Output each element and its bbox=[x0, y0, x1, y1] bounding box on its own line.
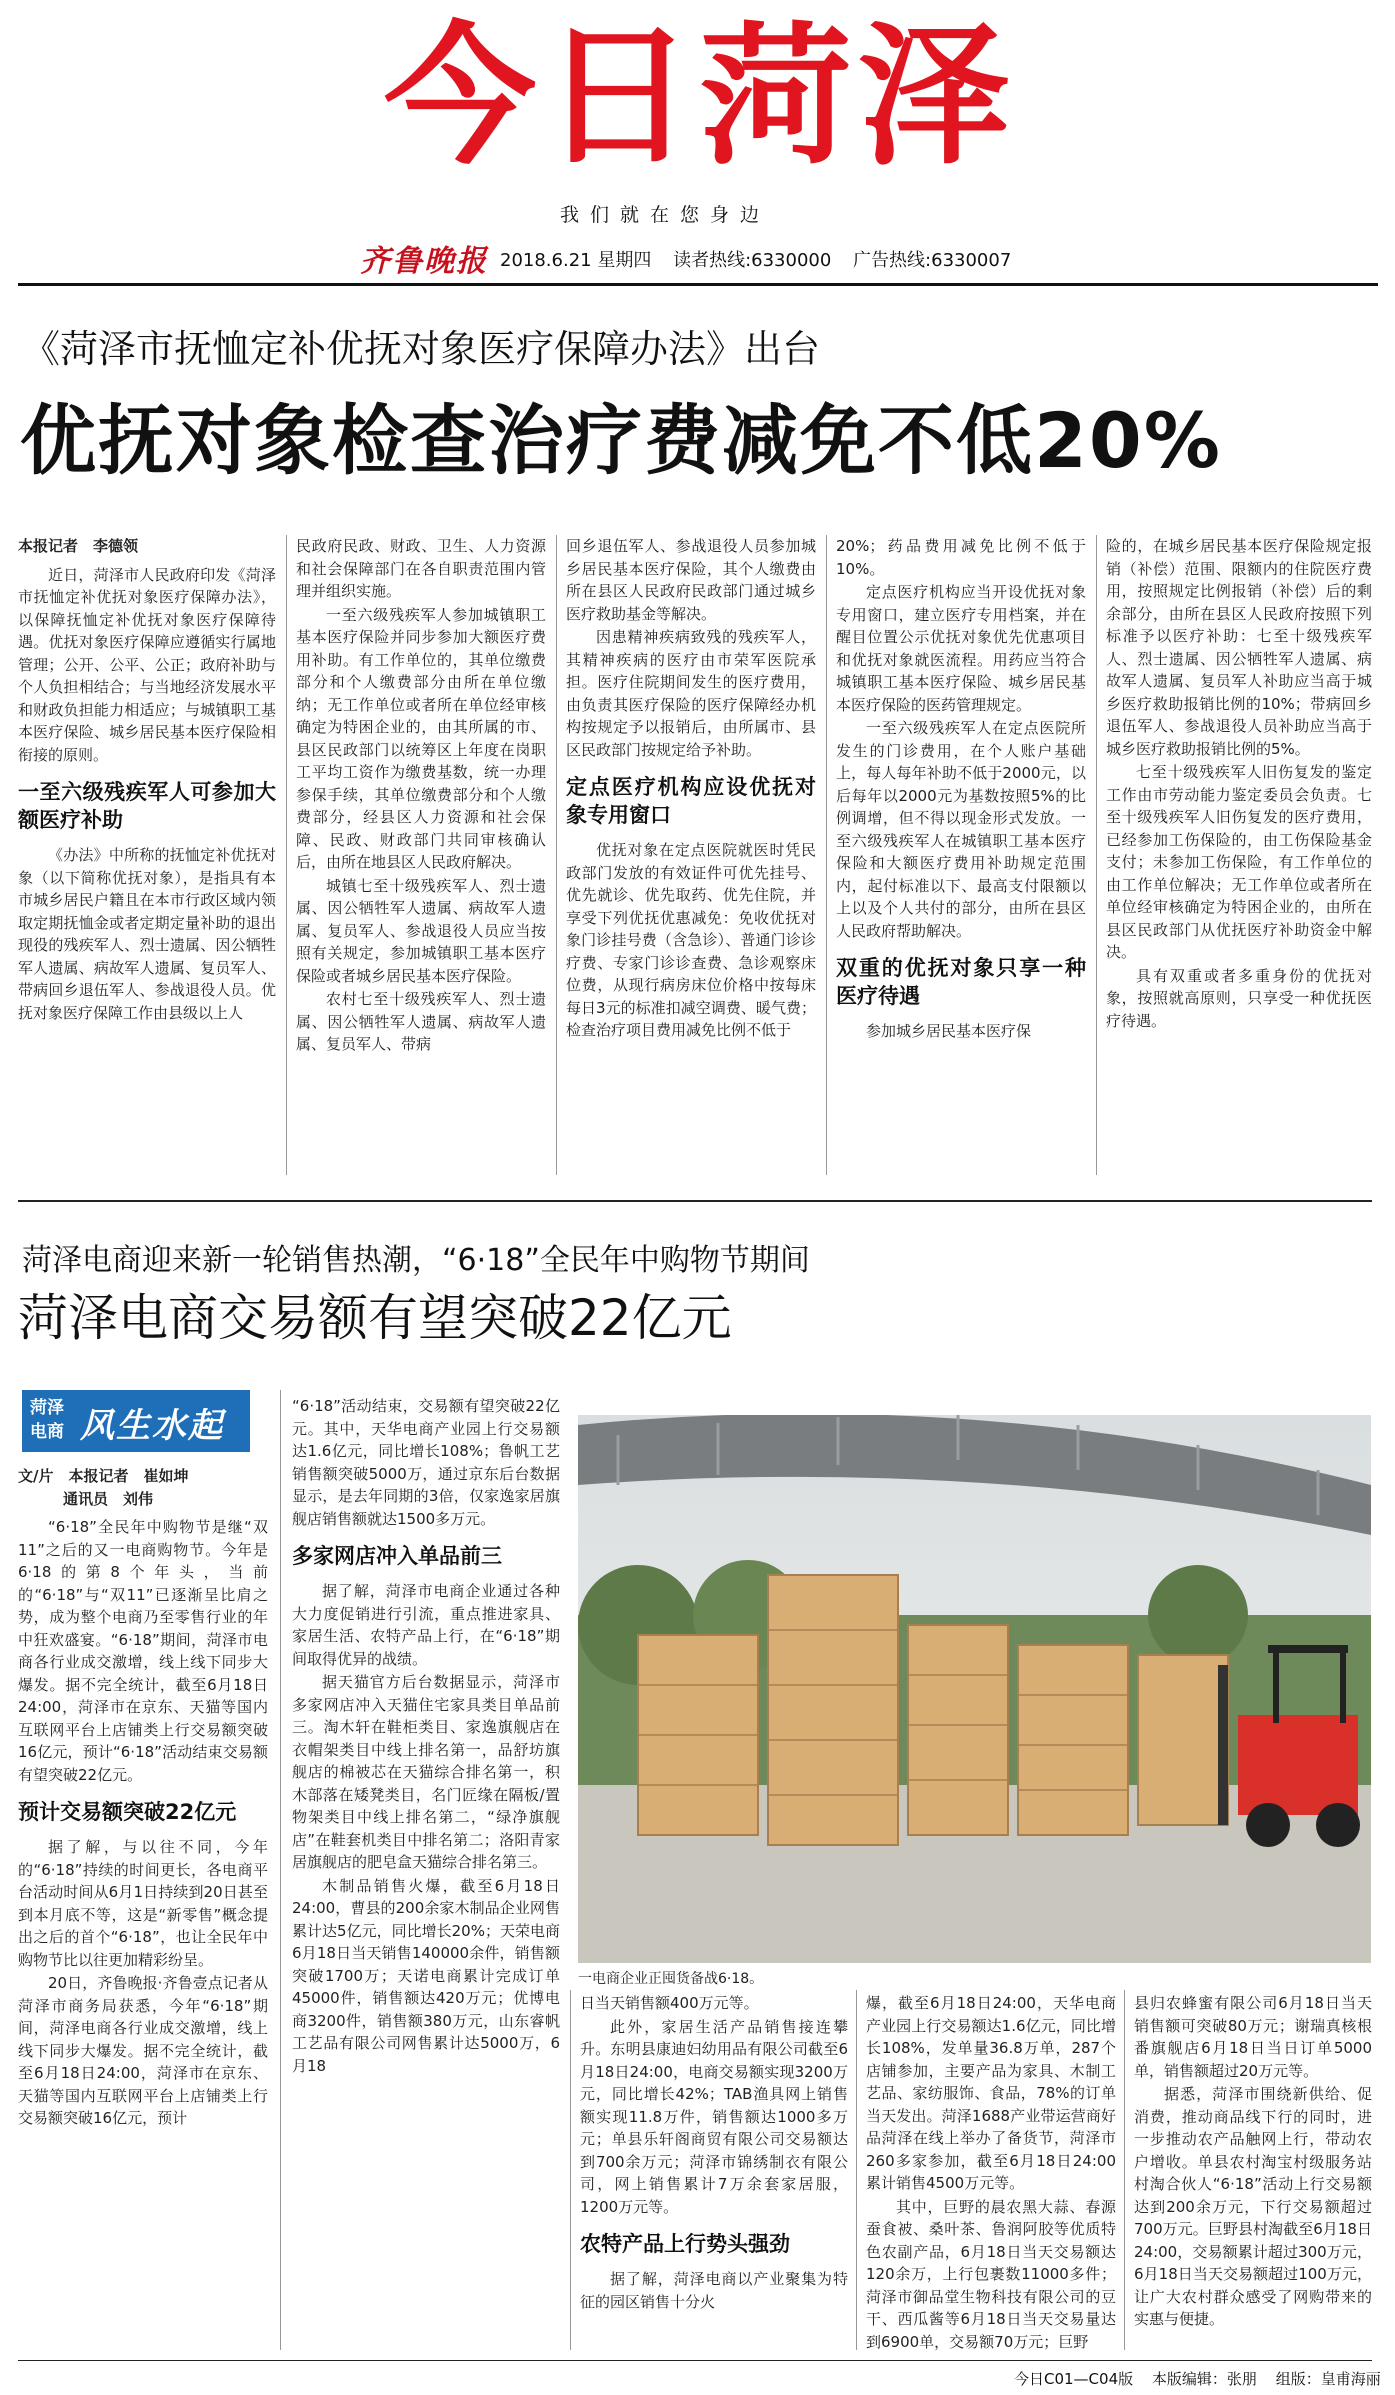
column-divider bbox=[826, 535, 827, 1175]
article2-byline-1: 文/片 本报记者 崔如坤 bbox=[18, 1467, 189, 1485]
paragraph: 优抚对象在定点医院就医时凭民政部门发放的有效证件可优先挂号、优先就诊、优先取药、优先住院，并享受下列优抚优惠减免：免收优抚对象门诊挂号费（含急诊）、普通门诊诊疗费、专家门诊诊查费、急诊观察床位费，从现行病房床位价格中按每床每日3元的标准扣减空调费、暖气费；检查治疗项目费用减免比例不低于 bbox=[566, 841, 816, 1039]
article2-byline-2: 通讯员 刘伟 bbox=[18, 1489, 154, 1508]
article1-column-3 bbox=[566, 535, 816, 1043]
article1-subhead-1: 一至六级残疾军人可参加大额医疗补助 bbox=[18, 780, 276, 832]
paragraph: 20日，齐鲁晚报·齐鲁壹点记者从菏泽市商务局获悉，今年“6·18”期间，菏泽电商各行业成交激增，线上线下同步大爆发。据不完全统计，截至6月18日24:00，菏泽市在京东、天猫等国内互联网平台上店铺类上行交易额突破16亿元，预计 bbox=[18, 1974, 268, 2127]
warehouse-photo-image bbox=[578, 1415, 1371, 1963]
paragraph: “6·18”活动结束，交易额有望突破22亿元。其中，天华电商产业园上行交易额达1.6亿元，同比增长108%；鲁帆工艺销售额突破5000万，通过京东后台数据显示，是去年同期的3倍，仅家逸家居旗舰店销售额就达1500多万元。 bbox=[292, 1397, 560, 1528]
article2-column-3 bbox=[580, 1992, 848, 2314]
paragraph: 据天猫官方后台数据显示，菏泽市多家网店冲入天猫住宅家具类目单品前三。淘木轩在鞋柜类目、家逸旗舰店在衣帽架类目中线上排名第一，品舒坊旗舰店的棉被芯在天猫综合排名第一，积木部落在矮凳类目，名门匠缘在隔板/置物架类目中线上排名第二，“绿净旗舰店”在鞋套机类目中排名第二；洛阳青家居旗舰店的肥皂盒天猫综合排名第三。 bbox=[292, 1673, 560, 1871]
article2-subhead-3: 农特产品上行势头强劲 bbox=[580, 2232, 790, 2256]
article1-headline: 优抚对象检查治疗费减免不低20% bbox=[20, 396, 1222, 485]
paragraph: 七至十级残疾军人旧伤复发的鉴定工作由市劳动能力鉴定委员会负责。七至十级残疾军人旧伤复发的医疗费用，已经参加工伤保险的，由工伤保险基金支付；未参加工伤保险，有工作单位的由工作单位解决；无工作单位或者所在单位经审核确定为特困企业的，由所在县区民政部门从优抚医疗补助资金中解决。 bbox=[1106, 763, 1372, 961]
paragraph: 据了解，菏泽电商以产业聚集为特征的园区销售十分火 bbox=[580, 2270, 848, 2311]
section-divider bbox=[18, 1200, 1372, 1202]
paragraph: 具有双重或者多重身份的优抚对象，按照就高原则，只享受一种优抚医疗待遇。 bbox=[1106, 966, 1372, 1030]
paragraph: 其中，巨野的晨农黑大蒜、春源蚕食被、桑叶茶、鲁润阿胶等优质特色农副产品，6月18日当天交易额达120余万，上行包裹数11000多件；菏泽市御品堂生物科技有限公司的豆干、西瓜酱等6月18日当天交易量达到6900单，交易额70万元；巨野 bbox=[866, 2197, 1116, 2351]
masthead bbox=[0, 0, 1395, 290]
ad-hotline: 广告热线:6330007 bbox=[853, 250, 1012, 271]
paragraph: 据了解，菏泽市电商企业通过各种大力度促销进行引流，重点推进家具、家居生活、农特产品上行，在“6·18”期间取得优异的战绩。 bbox=[292, 1582, 560, 1668]
column-divider bbox=[280, 1390, 281, 2350]
article2-subhead-1: 预计交易额突破22亿元 bbox=[18, 1800, 237, 1824]
paragraph: 近日，菏泽市人民政府印发《菏泽市抚恤定补优抚对象医疗保障办法》，以保障抚恤定补优抚对象医疗保障待遇。优抚对象医疗保障应遵循实行属地管理；公开、公平、公正；政府补助与个人负担相结合；与当地经济发展水平和财政负担能力相适应；与城镇职工基本医疗保险、城乡居民基本医疗保险相衔接的原则。 bbox=[18, 565, 276, 764]
column-badge bbox=[22, 1390, 250, 1452]
article1-column-5 bbox=[1106, 535, 1372, 1033]
slogan: 我们就在您身边 bbox=[560, 204, 771, 226]
article2-headline: 菏泽电商交易额有望突破22亿元 bbox=[18, 1289, 732, 1347]
masthead-rule bbox=[18, 283, 1378, 286]
article2-subhead-2: 多家网店冲入单品前三 bbox=[292, 1544, 502, 1568]
article2-column-4 bbox=[866, 1992, 1116, 2354]
paragraph: 县归农蜂蜜有限公司6月18日当天销售额可突破80万元；谢瑞真核根番旗舰店6月18日当日订单5000单，销售额超过20万元等。 bbox=[1134, 1994, 1372, 2080]
paragraph: 据悉，菏泽市围绕新供给、促消费，推动商品线下行的同时，进一步推动农产品触网上行，带动农户增收。单县农村淘宝村级服务站村淘合伙人“6·18”活动上行交易额达到200余万元，下行交易额超过700万元。巨野县村淘截至6月18日24:00，交易额累计超过300万元，6月18日当天交易额超过100万元，让广大农村群众感受了网购带来的实惠与便捷。 bbox=[1134, 2085, 1372, 2328]
paragraph: 险的，在城乡居民基本医疗保险规定报销（补偿）范围、限额内的住院医疗费用，按照规定比例报销（补偿）后的剩余部分，由所在县区人民政府按照下列标准予以医疗补助：七至十级残疾军人、烈士遗属、因公牺牲军人遗属、病故军人遗属、复员军人补助应当高于城乡医疗救助报销比例的10%；带病回乡退伍军人、参战退役人员补助应当高于城乡医疗救助报销比例的5%。 bbox=[1106, 537, 1372, 758]
paragraph: 回乡退伍军人、参战退役人员参加城乡居民基本医疗保险，其个人缴费由所在县区人民政府民政部门通过城乡医疗救助基金等解决。 bbox=[566, 537, 816, 623]
badge-label: 菏泽电商 bbox=[30, 1398, 64, 1442]
article2-column-1 bbox=[18, 1465, 268, 2131]
article1-column-1 bbox=[18, 535, 276, 1025]
paragraph: 据了解，与以往不同，今年的“6·18”持续的时间更长，各电商平台活动时间从6月1日持续到20日甚至到本月底不等，这是“新零售”概念提出之后的首个“6·18”，也让全民年中购物节比以往更加精彩纷呈。 bbox=[18, 1838, 268, 1969]
brand-logo: 齐鲁晚报 bbox=[360, 244, 488, 279]
paragraph: 木制品销售火爆，截至6月18日24:00，曹县的200余家木制品企业网售累计达5亿元，同比增长20%；天荣电商6月18日当天销售140000余件，销售额突破1700万；天诺电商累计完成订单45000件，销售额达420万元；优博电商3200件，销售额380万元，山东睿帆工艺品有限公司网售累计达5000万，6月18 bbox=[292, 1876, 560, 2075]
paragraph: 定点医疗机构应当开设优抚对象专用窗口，建立医疗专用档案，并在醒目位置公示优抚对象优先优惠项目和优抚对象就医流程。用药应当符合城镇职工基本医疗保险、城乡居民基本医疗保险的医药管理规定。 bbox=[836, 583, 1086, 714]
newspaper-title: 今日菏泽 bbox=[384, 8, 1016, 185]
column-divider bbox=[856, 1990, 857, 2350]
page-footer bbox=[1000, 2368, 1381, 2389]
paragraph: 一至六级残疾军人参加城镇职工基本医疗保险并同步参加大额医疗费用补助。有工作单位的，其单位缴费部分和个人缴费部分由所在单位缴纳；无工作单位或者所在单位经审核确定为特困企业的，由其所属的市、县区民政部门以统筹区上年度在岗职工平均工资作为缴费基数，统一办理参保手续，其单位缴费部分和个人缴费部分，经县区人力资源和社会保障、民政、财政部门共同审核确认后，由所在地县区人民政府解决。 bbox=[296, 605, 546, 871]
article2-column-5 bbox=[1134, 1992, 1372, 2332]
footer-pages: 今日C01—C04版 bbox=[1014, 2370, 1134, 2388]
column-divider bbox=[1124, 1990, 1125, 2350]
paragraph: 参加城乡居民基本医疗保 bbox=[866, 1022, 1032, 1040]
paragraph: 20%；药品费用减免比例不低于10%。 bbox=[836, 537, 1086, 578]
paragraph: 民政府民政、财政、卫生、人力资源和社会保障部门在各自职责范围内管理并组织实施。 bbox=[296, 537, 546, 600]
paragraph: “6·18”全民年中购物节是继“双11”之后的又一电商购物节。今年是6·18的第8个年头，当前的“6·18”与“双11”已逐渐呈比肩之势，成为整个电商乃至零售行业的年中狂欢盛宴。“6·18”期间，菏泽市电商各行业成交激增，线上线下同步大爆发。据不完全统计，截至6月18日24:00，菏泽市在京东、天猫等国内互联网平台上店铺类上行交易额突破16亿元，预计“6·18”活动结束交易额有望突破22亿元。 bbox=[18, 1518, 268, 1784]
paragraph: 一至六级残疾军人在定点医院所发生的门诊费用，在个人账户基础上，每人每年补助不低于2000元，以后每年以2000元为基数按照5%的比例调增，但不得以现金形式发放。一至六级残疾军人在城镇职工基本医疗保险和大额医疗费用补助规定范围内，起付标准以下、最高支付限额以上以及个人共付的部分，由所在县区人民政府帮助解决。 bbox=[836, 719, 1086, 940]
column-divider bbox=[556, 535, 557, 1175]
article1-byline: 本报记者 李德领 bbox=[18, 537, 139, 555]
column-divider bbox=[570, 1990, 571, 2350]
footer-proof: 组版：皇甫海丽 bbox=[1275, 2370, 1381, 2388]
paragraph: 此外，家居生活产品销售接连攀升。东明县康迪妇幼用品有限公司截至6月18日24:00，电商交易额实现3200万元，同比增长42%；TAB渔具网上销售额实现11.8万件，销售额达1000多万元；单县乐轩阁商贸有限公司交易额达到700余万元；菏泽市锦绣制衣有限公司，网上销售累计7万余套家居服，1200万元等。 bbox=[580, 2017, 848, 2216]
paragraph: 城镇七至十级残疾军人、烈士遗属、因公牺牲军人遗属、病故军人遗属、复员军人、参战退役人员应当按照有关规定，参加城镇职工基本医疗保险或者城乡居民基本医疗保险。 bbox=[296, 876, 546, 985]
article2-kicker: 菏泽电商迎来新一轮销售热潮，“6·18”全民年中购物节期间 bbox=[22, 1243, 810, 1278]
paragraph: 因患精神疾病致残的残疾军人，其精神疾病的医疗由市荣军医院承担。医疗住院期间发生的医疗费用，由负责其医疗保险的医疗保障经办机构按规定予以报销后，由所属市、县区民政部门按规定给予补助。 bbox=[566, 628, 816, 759]
column-divider bbox=[286, 535, 287, 1175]
article1-subhead-2: 定点医疗机构应设优抚对象专用窗口 bbox=[566, 775, 816, 827]
paragraph: 爆，截至6月18日24:00，天华电商产业园上行交易额达1.6亿元，同比增长108%，发单量36.8万单，287个店铺参加，主要产品为家具、木制工艺品、家纺服饰、食品，78%的订单当天发出。菏泽1688产业带运营商好品菏泽在线上举办了备货节，菏泽市260多家参加，截至6月18日24:00累计销售4500万元等。 bbox=[866, 1994, 1116, 2192]
reader-hotline: 读者热线:6330000 bbox=[673, 250, 832, 271]
photo-caption: 一电商企业正囤货备战6·18。 bbox=[578, 1971, 764, 1987]
article2-column-2 bbox=[292, 1395, 560, 2078]
article1-kicker: 《菏泽市抚恤定补优抚对象医疗保障办法》出台 bbox=[22, 327, 821, 371]
paragraph: 农村七至十级残疾军人、烈士遗属、因公牺牲军人遗属、病故军人遗属、复员军人、带病 bbox=[296, 990, 546, 1053]
column-divider bbox=[1096, 535, 1097, 1175]
footer-editor: 本版编辑：张朋 bbox=[1151, 2370, 1257, 2388]
badge-slogan: 风生水起 bbox=[80, 1406, 224, 1446]
article1-subhead-3: 双重的优抚对象只享一种医疗待遇 bbox=[836, 956, 1086, 1008]
issue-date: 2018.6.21 星期四 bbox=[500, 250, 652, 271]
footer-rule bbox=[18, 2360, 1372, 2361]
article1-column-2 bbox=[296, 535, 546, 1057]
warehouse-photo bbox=[578, 1415, 1371, 1963]
article1-column-4 bbox=[836, 535, 1086, 1044]
paragraph: 日当天销售额400万元等。 bbox=[580, 1994, 759, 2012]
paragraph: 《办法》中所称的抚恤定补优抚对象（以下简称优抚对象），是指具有本市城乡居民户籍且在本市行政区域内领取定期抚恤金或者定期定量补助的退出现役的残疾军人、烈士遗属、因公牺牲军人遗属、病故军人遗属、复员军人、带病回乡退伍军人、参战退役人员。优抚对象医疗保障工作由县级以上人 bbox=[18, 846, 276, 1022]
masthead-info bbox=[500, 246, 1027, 272]
